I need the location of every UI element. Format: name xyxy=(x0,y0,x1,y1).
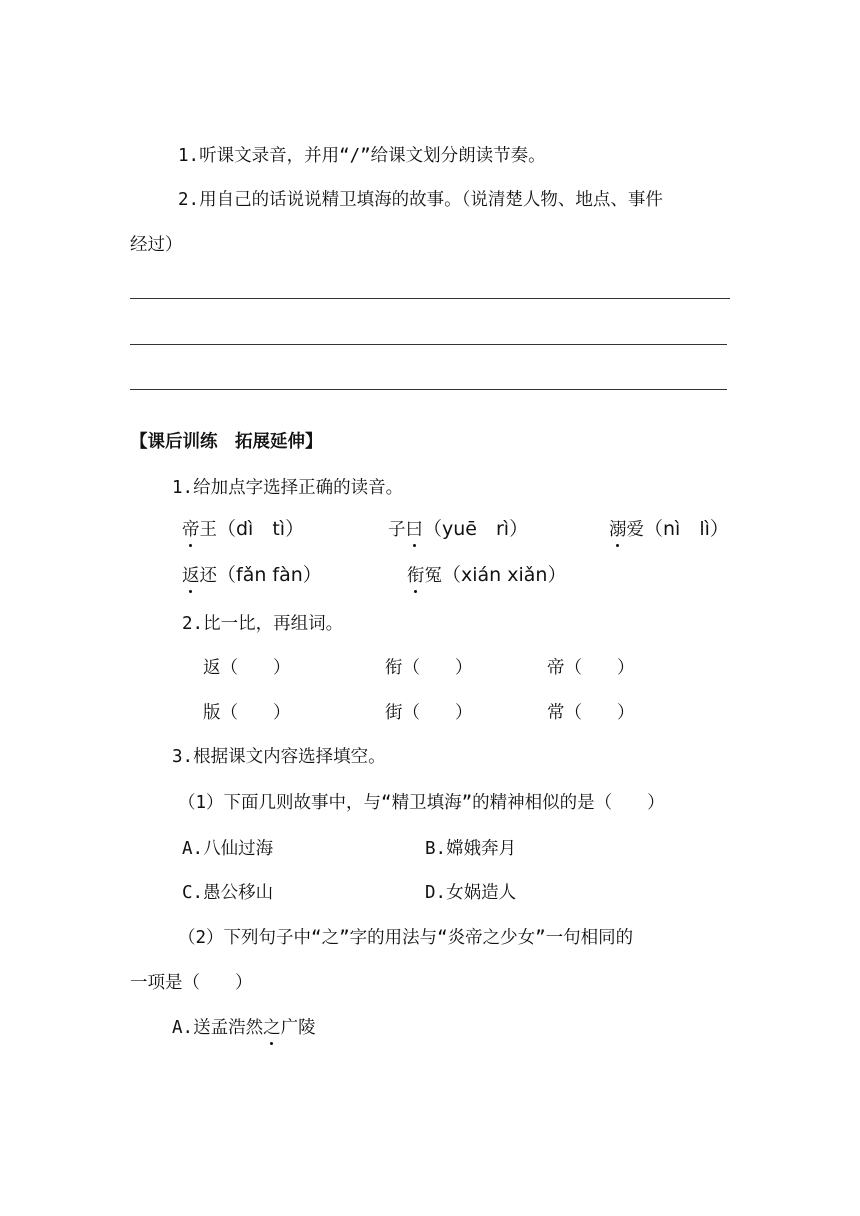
instruction-retell: 2.用自己的话说说精卫填海的故事。（说清楚人物、地点、事件 xyxy=(178,190,663,210)
word-blank-xian[interactable]: 衔（ ） xyxy=(385,658,473,678)
option-d-nuwa[interactable]: D.女娲造人 xyxy=(425,883,517,903)
option-a-meng[interactable]: A.送孟浩然之广陵 xyxy=(172,1018,316,1038)
instruction-retell-cont: 经过） xyxy=(130,235,183,255)
dotted-char: 之 xyxy=(263,1018,281,1038)
answer-line-1[interactable] xyxy=(130,298,730,299)
pinyin-options: （fǎn fàn） xyxy=(217,564,322,586)
word-blank-fan[interactable]: 返（ ） xyxy=(203,658,291,678)
option-a-baxian[interactable]: A.八仙过海 xyxy=(182,839,274,859)
pinyin-item-niai: 溺爱（nì lì） xyxy=(609,518,729,540)
dotted-char: 曰 xyxy=(405,520,423,540)
word-blank-di[interactable]: 帝（ ） xyxy=(547,658,635,678)
pinyin-options: （xián xiǎn） xyxy=(442,564,567,586)
pinyin-options: （nì lì） xyxy=(644,518,729,540)
dotted-char: 溺 xyxy=(609,520,627,540)
q1-prompt: 1.给加点字选择正确的读音。 xyxy=(172,478,404,498)
option-b-change[interactable]: B.嫦娥奔月 xyxy=(425,839,517,859)
dotted-char: 衔 xyxy=(407,566,425,586)
answer-line-2[interactable] xyxy=(130,344,727,345)
word-blank-jie[interactable]: 街（ ） xyxy=(385,703,473,723)
instruction-listen: 1.听课文录音，并用“/”给课文划分朗读节奏。 xyxy=(178,146,546,166)
dotted-char: 帝 xyxy=(182,520,200,540)
q3-sub1-question: （1）下面几则故事中，与“精卫填海”的精神相似的是（ ） xyxy=(178,793,665,813)
answer-line-3[interactable] xyxy=(130,389,727,390)
pinyin-options: （dì tì） xyxy=(217,518,305,540)
q2-prompt: 2.比一比，再组词。 xyxy=(182,614,344,634)
dotted-char: 返 xyxy=(182,566,200,586)
word-blank-ban[interactable]: 版（ ） xyxy=(203,703,291,723)
pinyin-item-fanhuan: 返还（fǎn fàn） xyxy=(182,564,322,586)
pinyin-item-xianyuan: 衔冤（xián xiǎn） xyxy=(407,564,567,586)
pinyin-item-diwang: 帝王（dì tì） xyxy=(182,518,305,540)
section-heading: 【课后训练 拓展延伸】 xyxy=(130,432,323,452)
q3-prompt: 3.根据课文内容选择填空。 xyxy=(172,747,386,767)
option-c-yugong[interactable]: C.愚公移山 xyxy=(182,883,274,903)
q3-sub2-question: （2）下列句子中“之”字的用法与“炎帝之少女”一句相同的 xyxy=(178,928,634,948)
word-blank-chang[interactable]: 常（ ） xyxy=(547,703,635,723)
q3-sub2-question-cont: 一项是（ ） xyxy=(130,973,253,993)
pinyin-item-ziyue: 子曰（yuē rì） xyxy=(388,518,529,540)
pinyin-options: （yuē rì） xyxy=(423,518,529,540)
